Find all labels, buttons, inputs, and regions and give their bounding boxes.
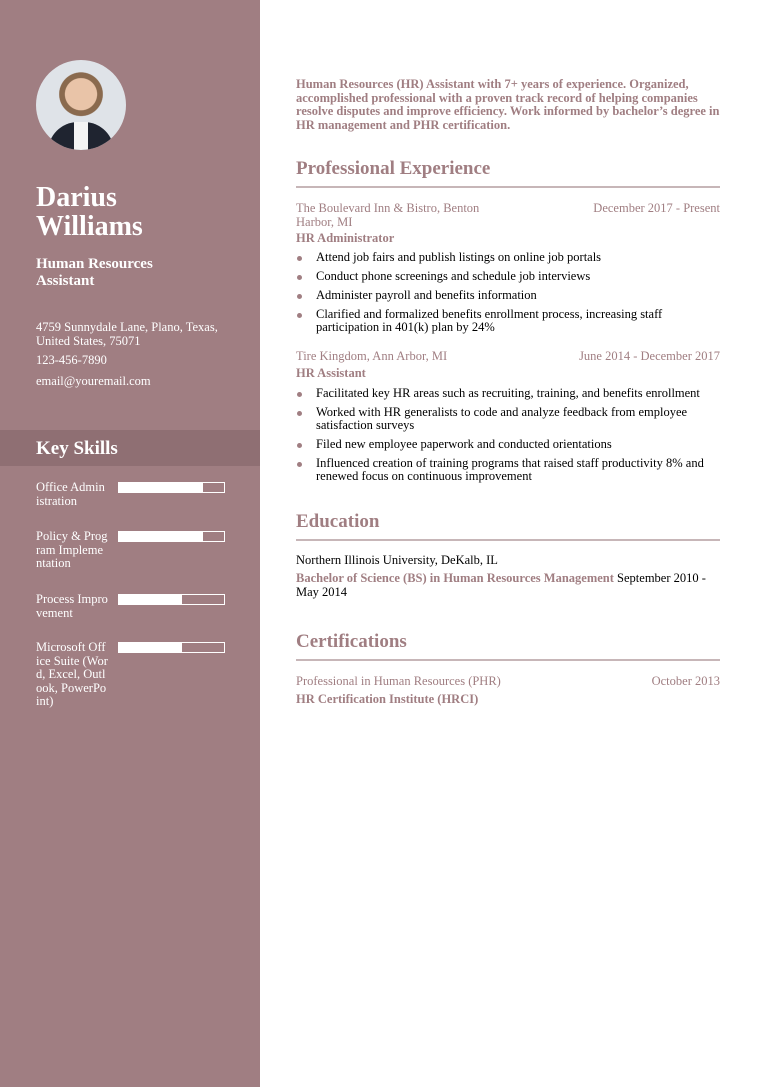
summary: Human Resources (HR) Assistant with 7+ years of experience. Organized, accomplished professional with a proven track record of helping companies resolve disputes and improve efficiency. Work informed by bachelor’s degree in HR management and PHR certification.	[296, 77, 720, 132]
skill-item	[36, 481, 256, 508]
skill-item	[36, 641, 256, 709]
job-dates: December 2017 - Present	[593, 201, 720, 215]
certifications-heading: Certifications	[296, 631, 720, 661]
degree-line	[296, 572, 720, 599]
job-bullet: Influenced creation of training programs that raised staff productivity 8% and renewed focus on continuous improvement	[296, 457, 720, 483]
address: 4759 Sunnydale Lane, Plano, Texas, United States, 75071	[36, 320, 218, 348]
candidate-name: Darius Williams	[36, 182, 143, 242]
job-bullets	[296, 387, 720, 489]
email: email@youremail.com	[36, 374, 151, 388]
skill-level-bar	[118, 531, 225, 542]
skill-level-fill	[119, 595, 182, 604]
job-company: Tire Kingdom, Ann Arbor, MI	[296, 349, 448, 363]
skill-label: Office Administration	[36, 480, 105, 508]
skill-level-bar	[118, 642, 225, 653]
job-bullet: Worked with HR generalists to code and analyze feedback from employee satisfaction surveys	[296, 406, 720, 432]
skills-heading-band	[0, 430, 260, 466]
job-bullet: Conduct phone screenings and schedule job interviews	[296, 270, 720, 283]
sidebar	[0, 0, 260, 1087]
skill-label: Process Improvement	[36, 592, 108, 620]
job-bullets	[296, 251, 720, 340]
experience-heading: Professional Experience	[296, 158, 720, 188]
job-bullet: Filed new employee paperwork and conducted orientations	[296, 438, 720, 451]
job-role: HR Assistant	[296, 366, 366, 380]
cert-date: October 2013	[651, 674, 720, 688]
job-bullet: Attend job fairs and publish listings on online job portals	[296, 251, 720, 264]
candidate-title: Human Resources Assistant	[36, 256, 153, 289]
job-bullet: Administer payroll and benefits information	[296, 289, 720, 302]
job-bullet: Facilitated key HR areas such as recruiting, training, and benefits enrollment	[296, 387, 720, 400]
skill-item	[36, 530, 256, 571]
skill-level-bar	[118, 482, 225, 493]
skill-level-fill	[119, 483, 203, 492]
skill-level-fill	[119, 532, 203, 541]
job-header	[296, 350, 720, 364]
skill-level-fill	[119, 643, 182, 652]
degree: Bachelor of Science (BS) in Human Resources Management	[296, 571, 614, 585]
school: Northern Illinois University, DeKalb, IL	[296, 553, 498, 567]
skill-level-bar	[118, 594, 225, 605]
education-heading: Education	[296, 511, 720, 541]
job-dates: June 2014 - December 2017	[579, 349, 720, 363]
job-company: The Boulevard Inn & Bistro, Benton Harbor, MI	[296, 201, 480, 229]
skills-heading: Key Skills	[36, 438, 118, 459]
skill-label: Microsoft Office Suite (Word, Excel, Outlook, PowerPoint)	[36, 640, 108, 708]
cert-header	[296, 675, 720, 689]
skill-label: Policy & Program Implementation	[36, 529, 108, 570]
job-header	[296, 202, 720, 229]
profile-photo	[36, 60, 126, 150]
job-role: HR Administrator	[296, 231, 395, 245]
education-dates: September 2010 - May 2014	[296, 571, 706, 599]
cert-issuer: HR Certification Institute (HRCI)	[296, 692, 479, 706]
cert-name: Professional in Human Resources (PHR)	[296, 674, 501, 688]
skill-item	[36, 593, 256, 620]
phone: 123-456-7890	[36, 353, 107, 367]
job-bullet: Clarified and formalized benefits enrollment process, increasing staff participation in 401(k) plan by 24%	[296, 308, 720, 334]
